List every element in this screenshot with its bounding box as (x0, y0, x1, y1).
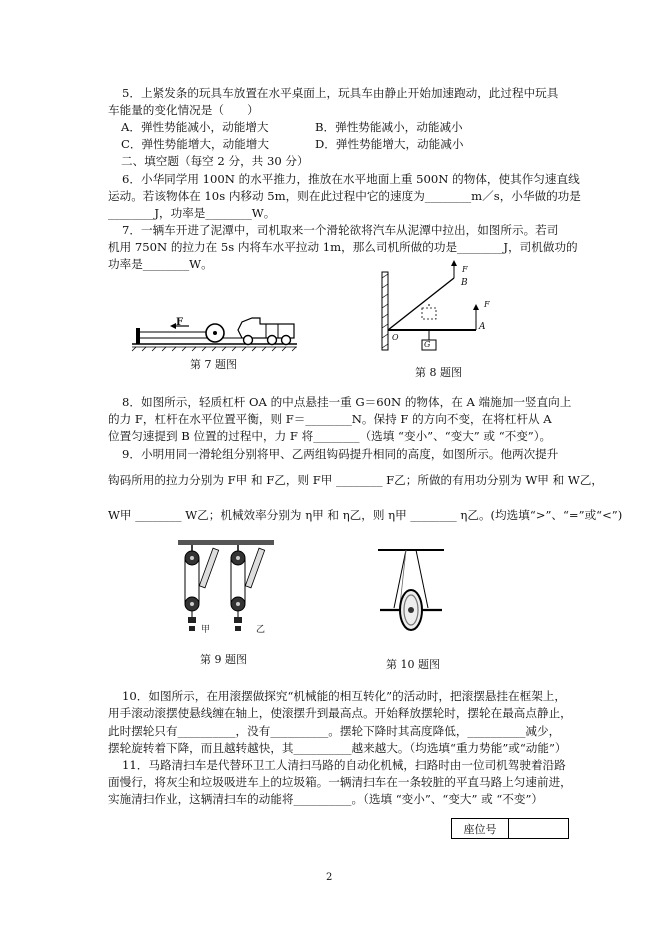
q8-line3: 位置匀速提到 B 位置的过程中，力 F 将________（选填 “变小”、“变大” 或 “不变”）。 (108, 429, 552, 443)
q9-line3: W甲 ________ W乙；机械效率分别为 η甲 和 η乙，则 η甲 ________ η乙。(均选填“>”、“=”或“<”) (108, 508, 623, 522)
q8-line2: 的力 F，杠杆在水平位置平衡，则 F＝________N。保持 F 的方向不变，在将杠杆从 A (108, 412, 552, 426)
q8-line1: 8．如图所示，轻质杠杆 OA 的中点悬挂一重 G＝60N 的物体，在 A 端施加一竖直向上 (122, 395, 572, 409)
q10-line4: 摆轮旋转着下降，而且越转越快，其__________越来越大。（均选填“重力势能”或“动能”） (108, 741, 567, 755)
seat-number-label: 座位号 (452, 819, 509, 838)
fig9-caption: 第 9 题图 (200, 653, 247, 666)
q11-line2: 面慢行，将灰尘和垃圾吸进车上的垃圾箱。一辆清扫车在一条较脏的平直马路上匀速前进， (108, 775, 572, 789)
q5-option-a: A．弹性势能减小，动能增大 (121, 120, 269, 134)
q7-line1: 7．一辆车开进了泥潭中，司机取来一个滑轮欲将汽车从泥潭中拉出，如图所示。若司 (122, 223, 559, 237)
fig8-weight-g-label: G (424, 340, 431, 349)
fig9-label-yi: 乙 (256, 625, 266, 635)
q5-line1: 5．上紧发条的玩具车放置在水平桌面上，玩具车由静止开始加速跑动，此过程中玩具 (122, 86, 559, 100)
q7-line2: 机用 750N 的拉力在 5s 内将车水平拉动 1m，那么司机所做的功是________J，司机做功的 (108, 240, 578, 254)
q10-line3: 此时摆轮只有__________，没有__________。摆轮下降时其高度降低，__________减少， (108, 724, 561, 738)
section-fill-blank-heading: 二、填空题（每空 2 分，共 30 分） (121, 154, 309, 168)
q6-line1: 6．小华同学用 100N 的水平推力，推放在水平地面上重 500N 的物体，使其作匀速直线 (122, 172, 580, 186)
q5-option-d: D．弹性势能增大，动能减小 (315, 137, 464, 151)
seat-number-field[interactable] (509, 819, 568, 838)
q5-line2: 车能量的变化情况是（ ） (108, 103, 259, 117)
fig8-point-a-label: A (479, 322, 486, 332)
figure-10-diagram (376, 546, 446, 646)
seat-number-box (451, 818, 569, 839)
fig8-pivot-o-label: O (392, 333, 399, 342)
q10-line2: 用手滚动滚摆使悬线缠在轴上，使滚摆升到最高点。开始释放摆轮时，摆轮在最高点静止， (108, 706, 572, 720)
fig8-force-label-top: F (462, 265, 468, 274)
fig7-force-label: F (176, 317, 184, 328)
q11-line1: 11．马路清扫车是代替环卫工人清扫马路的自动化机械，扫路时由一位司机驾驶着沿路 (122, 758, 566, 772)
figure-8-diagram (370, 260, 500, 352)
q11-line3: 实施清扫作业，这辆清扫车的动能将__________。（选填 “变小”、“变大” 或 “不变”） (108, 792, 544, 806)
q5-option-c: C．弹性势能增大，动能增大 (121, 137, 269, 151)
fig10-caption: 第 10 题图 (386, 658, 440, 671)
fig8-caption: 第 8 题图 (415, 366, 462, 379)
fig8-point-b-label: B (461, 278, 468, 288)
q9-line2: 钩码所用的拉力分别为 F甲 和 F乙，则 F甲 ________ F乙；所做的有用功分别为 W甲 和 W乙， (108, 473, 603, 487)
fig8-force-label-right: F (484, 300, 490, 309)
q6-line3: ________J，功率是________W。 (108, 206, 276, 220)
q7-line3: 功率是________W。 (108, 257, 213, 271)
figure-7-diagram (132, 302, 300, 352)
q6-line2: 运动。若该物体在 10s 内移动 5m，则在此过程中它的速度为________m／s，小华做的功是 (108, 189, 581, 203)
q10-line1: 10．如图所示，在用滚摆做探究“机械能的相互转化”的活动时，把滚摆悬挂在框架上， (122, 689, 566, 703)
q5-option-b: B．弹性势能减小，动能减小 (315, 120, 463, 134)
q9-line1: 9．小明用同一滑轮组分别将甲、乙两组钩码提升相同的高度，如图所示。他两次提升 (122, 447, 559, 461)
page-number: 2 (326, 872, 333, 883)
fig7-caption: 第 7 题图 (190, 358, 237, 371)
fig9-label-jia: 甲 (201, 625, 211, 635)
